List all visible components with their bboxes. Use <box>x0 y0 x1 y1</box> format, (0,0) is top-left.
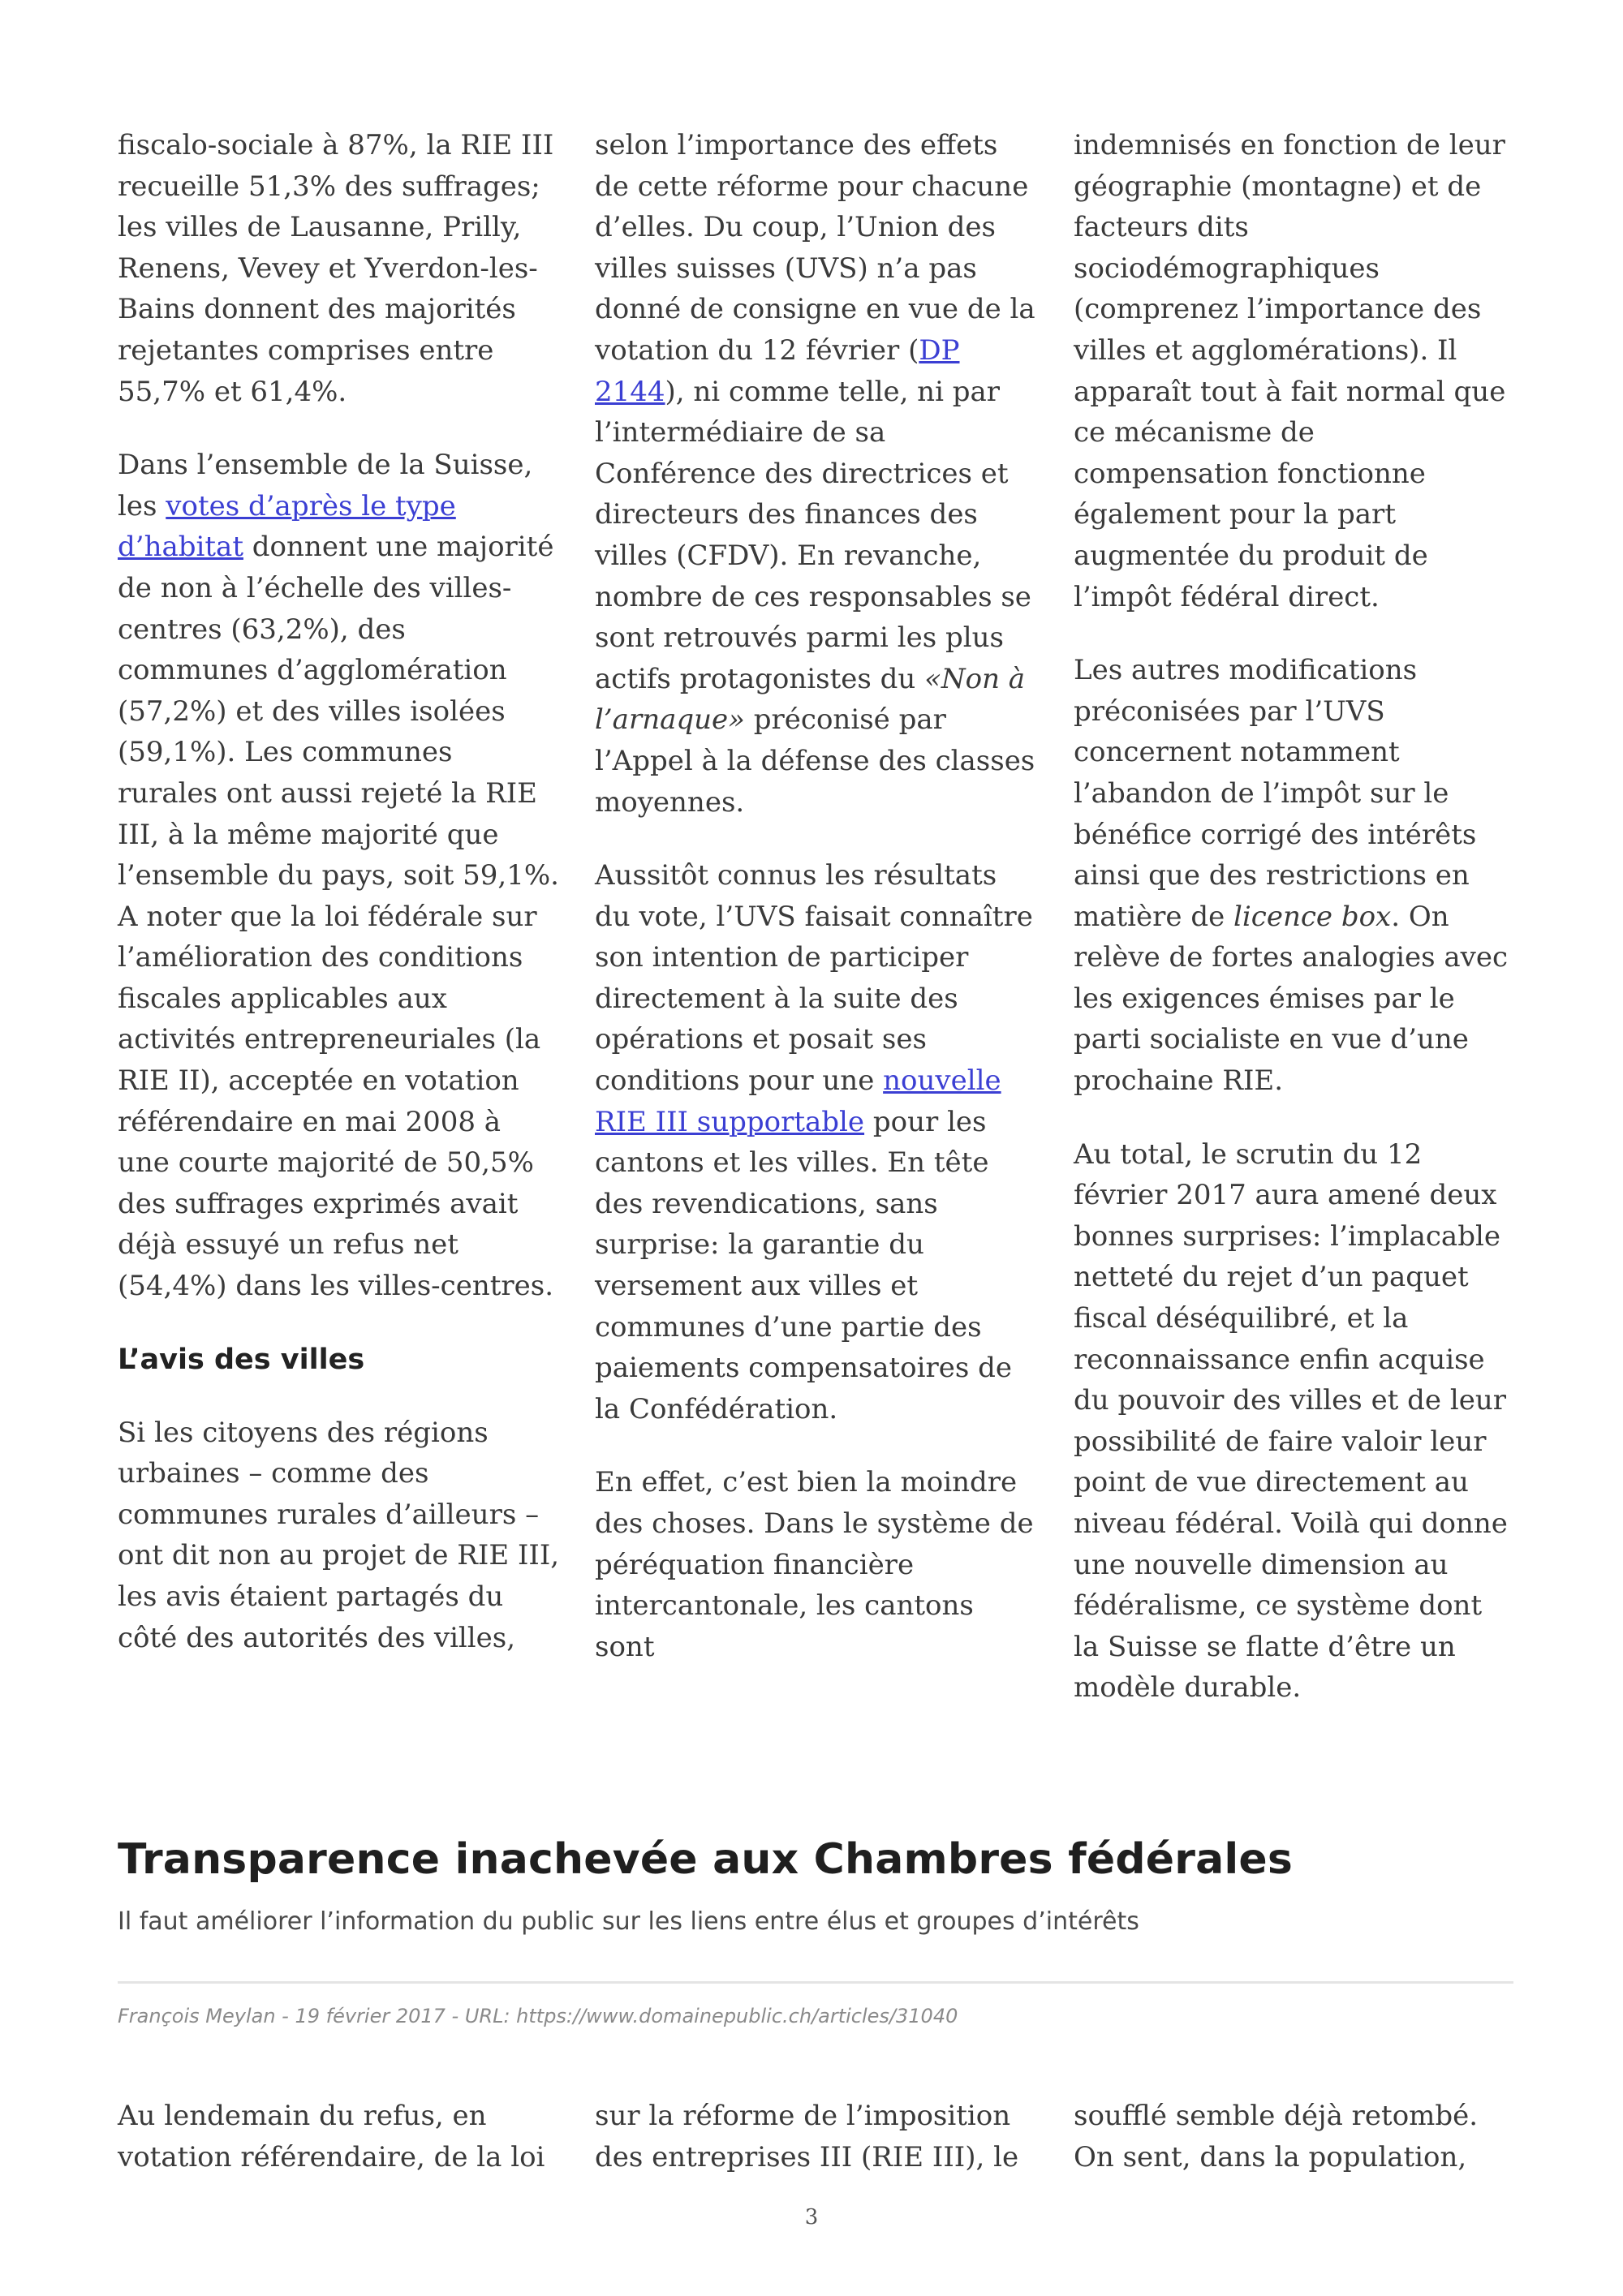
article2-column-3 <box>1074 2096 1516 2210</box>
link-nouvelle-rie-iii[interactable]: nouvelle RIE III supportable <box>595 1064 1001 1138</box>
article-meta: François Meylan - 19 février 2017 - URL: https://www.domainepublic.ch/articles/31040 <box>118 2005 958 2027</box>
paragraph: soufflé semble déjà retombé. On sent, dans la population, <box>1074 2100 1479 2173</box>
paragraph-text: . On relève de fortes analogies avec les exigences émises par le parti socialiste en vue d’une prochaine RIE. <box>1074 900 1508 1098</box>
article2-column-1 <box>118 2096 560 2210</box>
paragraph <box>1074 650 1516 1102</box>
column-3 <box>1074 125 1516 1741</box>
article-subtitle: Il faut améliorer l’information du public sur les liens entre élus et groupes d’intérêts <box>118 1907 1139 1936</box>
paragraph: indemnisés en fonction de leur géographie (montagne) et de facteurs dits sociodémographiques (comprenez l’importance des villes et agglomérations). Il apparaît tout à fait normal que ce mécanisme de compensation fonctionne également pour la part augmentée du produit de l’impôt fédéral direct. <box>1074 129 1506 613</box>
paragraph: Si les citoyens des régions urbaines – comme des communes rurales d’ailleurs – ont dit non au projet de RIE III, les avis étaient partagés du côté des autorités des villes, <box>118 1416 560 1654</box>
paragraph <box>118 445 560 1306</box>
link-dp-2144[interactable]: DP 2144 <box>595 333 960 408</box>
paragraph-text: Dans l’ensemble de la Suisse, les <box>118 449 533 522</box>
paragraph-text: préconisé par l’Appel à la défense des classes moyennes. <box>595 703 1035 819</box>
paragraph: Au lendemain du refus, en votation référendaire, de la loi <box>118 2100 545 2173</box>
divider <box>118 1981 1513 1984</box>
paragraph: sur la réforme de l’imposition des entreprises III (RIE III), le <box>595 2100 1019 2173</box>
link-votes-type-habitat[interactable]: votes d’après le type d’habitat <box>118 489 456 564</box>
section-heading: L’avis des villes <box>118 1343 365 1376</box>
column-2 <box>595 125 1037 1700</box>
paragraph: En effet, c’est bien la moindre des choses. Dans le système de péréquation financière intercantonale, les cantons sont <box>595 1466 1034 1663</box>
paragraph-text: pour les cantons et les villes. En tête des revendications, sans surprise: la garantie du versement aux villes et communes d’une partie des paiements compensatoires de la Confédération. <box>595 1105 1012 1425</box>
column-1 <box>118 125 560 1691</box>
page-number: 3 <box>804 2205 819 2229</box>
term-emphasis: licence box <box>1233 900 1392 933</box>
paragraph <box>595 125 1037 823</box>
article-title: Transparence inachevée aux Chambres fédérales <box>118 1835 1294 1884</box>
article2-column-2 <box>595 2096 1037 2210</box>
paragraph: fiscalo-sociale à 87%, la RIE III recueille 51,3% des suffrages; les villes de Lausanne, Prilly, Renens, Vevey et Yverdon-les-Bains donnent des majorités rejetantes comprises entre 55,7% et 61,4%. <box>118 129 554 408</box>
paragraph: Au total, le scrutin du 12 février 2017 aura amené deux bonnes surprises: l’implacable netteté du rejet d’un paquet fiscal déséquilibré, et la reconnaissance enfin acquise du pouvoir des villes et de leur possibilité de faire valoir leur point de vue directement au niveau fédéral. Voilà qui donne une nouvelle dimension au fédéralisme, ce système dont la Suisse se flatte d’être un modèle durable. <box>1074 1137 1508 1705</box>
paragraph-text: selon l’importance des effets de cette réforme pour chacune d’elles. Du coup, l’Union des villes suisses (UVS) n’a pas donné de consigne en vue de la votation du 12 février ( <box>595 129 1035 367</box>
paragraph <box>595 855 1037 1430</box>
paragraph-text: donnent une majorité de non à l’échelle des villes-centres (63,2%), des communes d’agglomération (57,2%) et des villes isolées (59,1%). Les communes rurales ont aussi rejeté la RIE III, à la même majorité que l’ensemble du pays, soit 59,1%. A noter que la loi fédérale sur l’amélioration des conditions fiscales applicables aux activités entrepreneuriales (la RIE II), acceptée en votation référendaire en mai 2008 à une courte majorité de 50,5% des suffrages exprimés avait déjà essuyé un refus net (54,4%) dans les villes-centres. <box>118 531 559 1303</box>
quote-emphasis: «Non à l’arnaque» <box>595 662 1026 737</box>
paragraph-text: Les autres modifications préconisées par l’UVS concernent notamment l’abandon de l’impôt sur le bénéfice corrigé des intérêts ainsi que des restrictions en matière de <box>1074 654 1477 933</box>
paragraph-text: ), ni comme telle, ni par l’intermédiaire de sa Conférence des directrices et directeurs des finances des villes (CFDV). En revanche, nombre de ces responsables se sont retrouvés parmi les plus actifs protagonistes du <box>595 375 1031 695</box>
paragraph-text: Aussitôt connus les résultats du vote, l’UVS faisait connaître son intention de participer directement à la suite des opérations et posait ses conditions pour une <box>595 859 1033 1098</box>
